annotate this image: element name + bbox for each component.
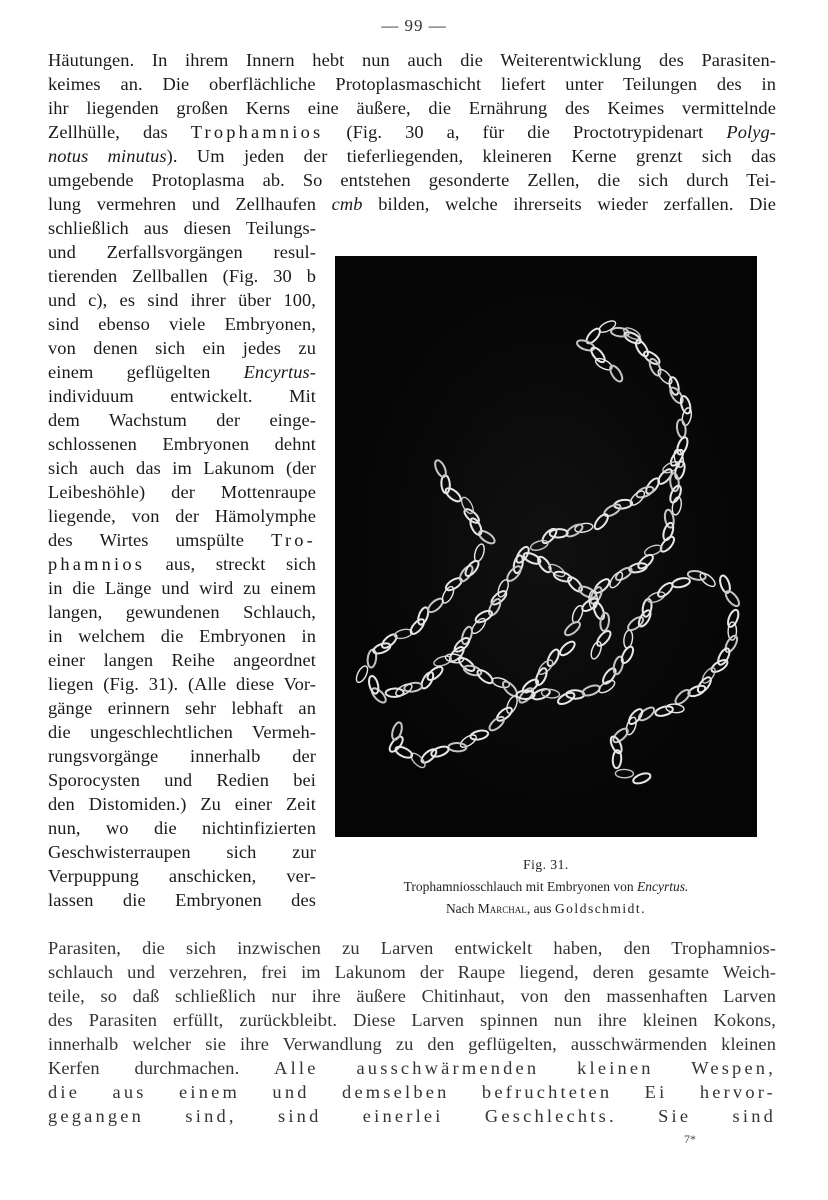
signature-mark: 7*	[684, 1132, 696, 1146]
text-line	[48, 288, 316, 312]
text-span: Leibeshöhle) der Mottenraupe	[48, 482, 316, 502]
text-span: schlauch und verzehren, frei im Lakunom der Raupe liegend, deren gesamte Weich-	[48, 962, 776, 982]
text-line	[48, 840, 316, 864]
text-span: den Distomiden.) Zu einer Zeit	[48, 794, 316, 814]
text-span: des Parasiten erfüllt, zurückbleibt. Diese Larven spinnen nun ihre kleinen Kokons,	[48, 1010, 776, 1030]
text-span: von denen sich ein jedes zu	[48, 338, 316, 358]
text-line	[48, 984, 776, 1008]
text-line	[48, 120, 776, 144]
text-line	[48, 264, 316, 288]
text-span: tierenden Zellballen (Fig. 30 b	[48, 266, 316, 286]
micrograph-image	[335, 256, 757, 837]
text-span: keimes an. Die oberflächliche Protoplasmaschicht liefert unter Teilungen des in	[48, 74, 776, 94]
text-line	[48, 552, 316, 576]
figure-caption-line	[330, 899, 762, 918]
text-span: lung vermehren und Zellhaufen	[48, 194, 316, 214]
text-line	[48, 888, 316, 912]
text-line	[48, 48, 776, 72]
caption-text: Nach	[445, 901, 475, 916]
text-line	[48, 480, 316, 504]
text-span: Parasiten, die sich inzwischen zu Larven entwickelt haben, den Trophamnios-	[48, 938, 776, 958]
text-span: Zellhülle, das	[48, 122, 168, 142]
text-line	[48, 408, 316, 432]
text-span: sind ebenso viele Embryonen,	[48, 314, 316, 334]
species-name: Polyg-	[726, 122, 776, 142]
text-line	[48, 504, 316, 528]
text-line	[48, 696, 316, 720]
spaced-term: phamnios	[48, 554, 146, 574]
text-span: Sporocysten und Redien bei	[48, 770, 316, 790]
text-line	[48, 192, 776, 216]
caption-author: Marchal	[477, 901, 527, 916]
text-span: individuum entwickelt. Mit	[48, 386, 316, 406]
text-line	[48, 672, 316, 696]
text-line	[48, 768, 316, 792]
text-line	[48, 600, 316, 624]
spaced-phrase: gegangen sind, sind einerlei Geschlechts. Sie sind	[48, 1106, 776, 1126]
text-span: in die Länge und wird zu einem	[48, 578, 316, 598]
caption-text: Trophamniosschlauch mit Embryonen von	[403, 879, 634, 894]
text-line	[48, 1032, 776, 1056]
caption-text: , aus	[526, 901, 552, 916]
text-line	[48, 312, 316, 336]
figure-caption-line	[330, 877, 762, 896]
text-span: in welchem die Embryonen in	[48, 626, 316, 646]
text-span: innerhalb welcher sie ihre Verwandlung zu den geflügelten, ausschwärmenden kleinen	[48, 1034, 776, 1054]
text-line	[48, 432, 316, 456]
spaced-term: Tro-	[271, 530, 316, 550]
text-line	[48, 216, 316, 240]
caption-source: Goldschmidt.	[554, 901, 647, 916]
text-line	[48, 96, 776, 120]
text-line	[48, 336, 316, 360]
text-span: Kerfen durchmachen.	[48, 1058, 240, 1078]
text-line	[48, 528, 316, 552]
text-span: Verpuppung anschicken, ver-	[48, 866, 316, 886]
text-line	[48, 792, 316, 816]
text-span: ihr liegenden großen Kerns eine äußere, die Ernährung des Keimes vermittelnde	[48, 98, 776, 118]
text-span: gänge erinnern sehr lebhaft an	[48, 698, 316, 718]
micrograph-figure	[335, 256, 757, 837]
text-line	[48, 240, 316, 264]
figure-label: Fig. 31.	[523, 857, 569, 872]
text-span: einer langen Reihe angeordnet	[48, 650, 316, 670]
text-span: dem Wachstum der einge-	[48, 410, 316, 430]
spaced-phrase: die aus einem und demselben befruchteten Ei hervor-	[48, 1082, 776, 1102]
text-span: bilden, welche ihrerseits wieder zerfallen. Die	[378, 194, 777, 214]
text-line	[48, 816, 316, 840]
text-line	[48, 720, 316, 744]
text-span: liegen (Fig. 31). (Alle diese Vor-	[48, 674, 316, 694]
text-line	[48, 144, 776, 168]
text-span: des Wirtes umspülte	[48, 530, 244, 550]
text-span: und c), es sind ihrer über 100,	[48, 290, 316, 310]
text-span: lassen die Embryonen des	[48, 890, 316, 910]
text-span: schließlich aus diesen Teilungs-	[48, 218, 316, 238]
genus-name: Encyrtus-	[243, 362, 316, 382]
spaced-term: Trophamnios	[190, 122, 324, 142]
text-span: langen, gewundenen Schlauch,	[48, 602, 316, 622]
text-line	[48, 936, 776, 960]
page-number: — 99 —	[381, 16, 447, 35]
text-span: Häutungen. In ihrem Innern hebt nun auch die Weiterentwicklung des Parasiten-	[48, 50, 776, 70]
text-line	[48, 72, 776, 96]
text-span: rungsvorgänge innerhalb der	[48, 746, 316, 766]
spaced-phrase: Alle ausschwärmenden kleinen Wespen,	[274, 1058, 776, 1078]
figure-abbrev: cmb	[331, 194, 363, 214]
text-span: schlossenen Embryonen dehnt	[48, 434, 316, 454]
text-line	[48, 360, 316, 384]
text-span: liegende, von der Hämolymphe	[48, 506, 316, 526]
text-span: teile, so daß schließlich nur ihre äußere Chitinhaut, von den massenhaften Larven	[48, 986, 776, 1006]
species-name: notus minutus	[48, 146, 167, 166]
caption-genus: Encyrtus.	[637, 879, 689, 894]
text-span: ). Um jeden der tieferliegenden, kleineren Kerne grenzt sich das	[166, 146, 776, 166]
text-line	[48, 1008, 776, 1032]
text-line	[48, 1104, 776, 1128]
text-line	[48, 168, 776, 192]
text-line	[48, 576, 316, 600]
text-line	[48, 1080, 776, 1104]
text-line	[48, 648, 316, 672]
text-line	[48, 384, 316, 408]
text-line	[48, 624, 316, 648]
text-line	[48, 744, 316, 768]
text-line	[48, 1056, 776, 1080]
text-span: und Zerfallsvorgängen resul-	[48, 242, 316, 262]
text-span: Geschwisterraupen sich zur	[48, 842, 316, 862]
text-line	[48, 960, 776, 984]
text-span: (Fig. 30 a, für die Proctotrypidenart	[346, 122, 704, 142]
text-span: umgebende Protoplasma ab. So entstehen gesonderte Zellen, die sich durch Tei-	[48, 170, 776, 190]
text-span: sich auch das im Lakunom (der	[48, 458, 316, 478]
text-line	[48, 864, 316, 888]
text-line	[48, 456, 316, 480]
text-span: aus, streckt sich	[165, 554, 317, 574]
text-span: nun, wo die nichtinfizierten	[48, 818, 316, 838]
text-span: die ungeschlechtlichen Vermeh-	[48, 722, 316, 742]
text-span: einem geflügelten	[48, 362, 211, 382]
